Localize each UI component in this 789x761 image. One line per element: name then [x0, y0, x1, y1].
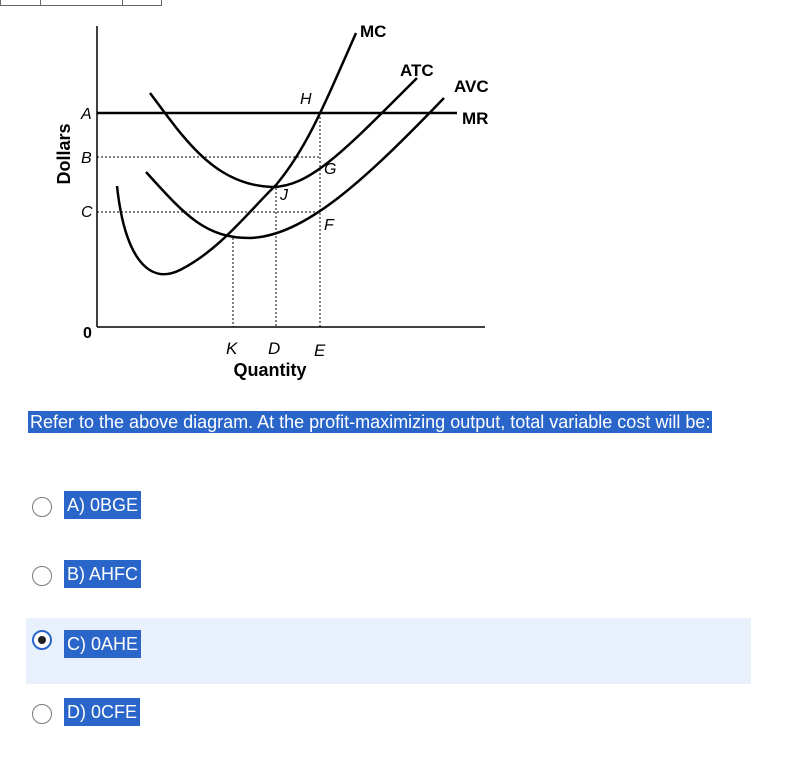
radio-button[interactable] — [32, 497, 52, 517]
question-text: Refer to the above diagram. At the profit-maximizing output, total variable cost will be: — [30, 412, 711, 432]
tick-k: K — [226, 339, 238, 358]
option-label: B) AHFC — [64, 560, 141, 588]
point-g-label: G — [324, 161, 337, 178]
option-label: D) 0CFE — [64, 698, 140, 726]
option-b[interactable] — [26, 557, 751, 623]
option-a[interactable] — [26, 488, 751, 554]
radio-button[interactable] — [32, 704, 52, 724]
tick-a: A — [81, 106, 92, 123]
tick-origin: 0 — [83, 325, 92, 342]
option-c[interactable] — [26, 618, 751, 684]
atc-label: ATC — [400, 61, 434, 80]
point-h-label: H — [300, 91, 312, 108]
atc-curve — [150, 78, 417, 187]
tick-d: D — [268, 339, 281, 358]
y-axis-label: Dollars — [54, 123, 74, 185]
point-f-label: F — [324, 217, 334, 234]
option-label: A) 0BGE — [64, 491, 141, 519]
option-d[interactable] — [26, 695, 751, 761]
point-j-label: J — [280, 187, 288, 204]
tick-e: E — [314, 341, 326, 360]
avc-curve — [146, 98, 444, 238]
mc-label: MC — [360, 22, 387, 41]
option-label: C) 0AHE — [64, 630, 141, 658]
tick-c: C — [81, 204, 93, 221]
tick-b: B — [81, 150, 92, 167]
avc-label: AVC — [454, 77, 489, 96]
radio-button-selected[interactable] — [32, 630, 52, 650]
mr-label: MR — [462, 109, 489, 128]
x-axis-label: Quantity — [233, 360, 307, 380]
radio-button[interactable] — [32, 566, 52, 586]
